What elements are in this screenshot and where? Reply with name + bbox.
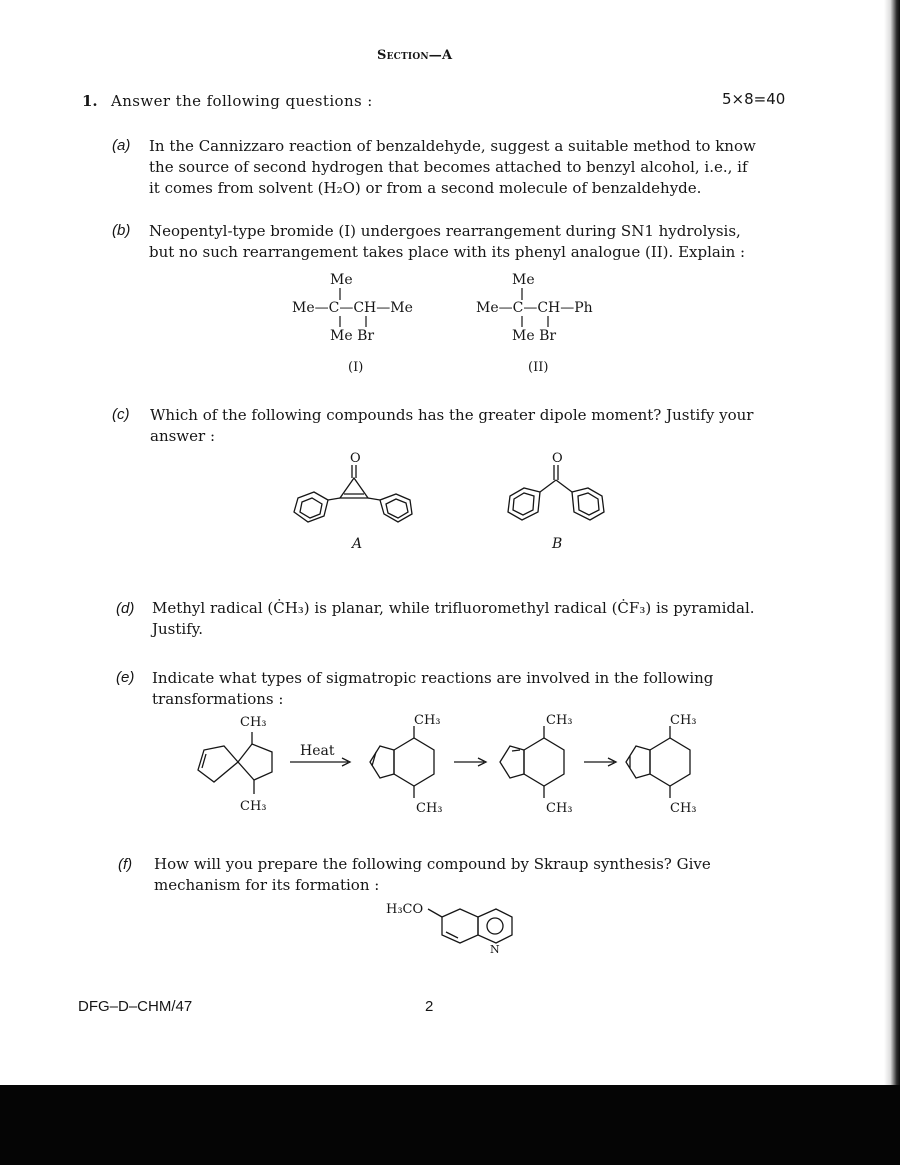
nitrogen-label: N	[490, 943, 500, 956]
part-d-label: (d)	[116, 600, 135, 617]
question-marks: 5×8=40	[722, 90, 786, 108]
methyl-label: CH₃	[240, 799, 267, 814]
compound-a-structure	[294, 451, 412, 522]
structure-2-chain: Me—C—CH—Ph	[476, 300, 593, 316]
part-c-label: (c)	[112, 406, 130, 423]
part-e-label: (e)	[116, 669, 135, 686]
hydrindene-structure-1	[370, 726, 434, 798]
part-b-line: Neopentyl-type bromide (I) undergoes rearrangement during SN1 hydrolysis,	[149, 222, 741, 240]
methyl-label: CH₃	[670, 801, 697, 816]
part-b-text	[149, 221, 745, 263]
hydrindene-structure-2	[500, 726, 564, 798]
question-instruction: Answer the following questions :	[111, 92, 373, 110]
structure-1-chain: Me—C—CH—Me	[292, 300, 413, 316]
part-f-line: How will you prepare the following compound by Skraup synthesis? Give	[154, 855, 711, 873]
quinoline-structure	[428, 909, 512, 943]
methyl-label: CH₃	[670, 713, 697, 728]
paper-code: DFG–D–CHM/47	[78, 998, 193, 1015]
part-a-label: (a)	[112, 137, 131, 154]
part-e-line: Indicate what types of sigmatropic reactions are involved in the following	[152, 669, 714, 687]
part-a-line: the source of second hydrogen that becomes attached to benzyl alcohol, i.e., if	[149, 158, 748, 176]
part-e-line: transformations :	[152, 690, 284, 708]
page-number: 2	[425, 998, 434, 1015]
methoxyquinoline-figure	[384, 895, 534, 960]
compound-b-label: B	[552, 536, 563, 552]
part-b-label: (b)	[112, 222, 131, 239]
structure-1-substituents: Me Br	[330, 328, 375, 344]
structure-1-label: (I)	[348, 360, 364, 375]
part-a-line: In the Cannizzaro reaction of benzaldehyde, suggest a suitable method to know	[149, 137, 756, 155]
compound-a-oxygen: O	[350, 451, 361, 466]
part-c-text	[150, 405, 753, 447]
part-e-text	[152, 668, 713, 710]
compound-b-oxygen: O	[552, 451, 563, 466]
part-f-line: mechanism for its formation :	[154, 876, 380, 894]
question-number: 1.	[82, 92, 98, 110]
structure-1-top-me: Me	[330, 272, 353, 288]
part-a-line: it comes from solvent (H₂O) or from a second molecule of benzaldehyde.	[149, 179, 702, 197]
structure-2-substituents: Me Br	[512, 328, 557, 344]
hydrindene-structure-3	[626, 726, 690, 798]
part-d-line: Methyl radical (ĊH₃) is planar, while trifluoromethyl radical (ĊF₃) is pyramidal.	[152, 599, 755, 617]
part-d-line: Justify.	[152, 620, 203, 638]
compound-a-label: A	[352, 536, 363, 552]
section-heading: Section—A	[377, 48, 453, 63]
part-c-line: answer :	[150, 427, 216, 445]
heat-label: Heat	[300, 743, 335, 759]
part-a-text	[149, 136, 756, 199]
dipole-compounds-figure	[270, 448, 630, 556]
part-b-line: but no such rearrangement takes place with its phenyl analogue (II). Explain :	[149, 243, 746, 261]
scan-background	[0, 1085, 900, 1165]
methoxy-label: H₃CO	[386, 902, 424, 917]
methyl-label: CH₃	[416, 801, 443, 816]
neopentyl-structures-figure	[280, 266, 620, 378]
compound-b-structure	[508, 451, 604, 520]
part-f-label: (f)	[118, 856, 133, 873]
part-d-text	[152, 598, 755, 640]
methyl-label: CH₃	[414, 713, 441, 728]
methyl-label: CH₃	[546, 801, 573, 816]
spiro-structure	[198, 732, 272, 794]
part-f-text	[154, 854, 711, 896]
structure-2-label: (II)	[528, 360, 549, 375]
methyl-label: CH₃	[546, 713, 573, 728]
methyl-label: CH₃	[240, 715, 267, 730]
structure-2-top-me: Me	[512, 272, 535, 288]
page-edge-shadow	[884, 0, 900, 1085]
part-c-line: Which of the following compounds has the greater dipole moment? Justify your	[150, 406, 754, 424]
sigmatropic-reactions-figure	[180, 706, 740, 818]
